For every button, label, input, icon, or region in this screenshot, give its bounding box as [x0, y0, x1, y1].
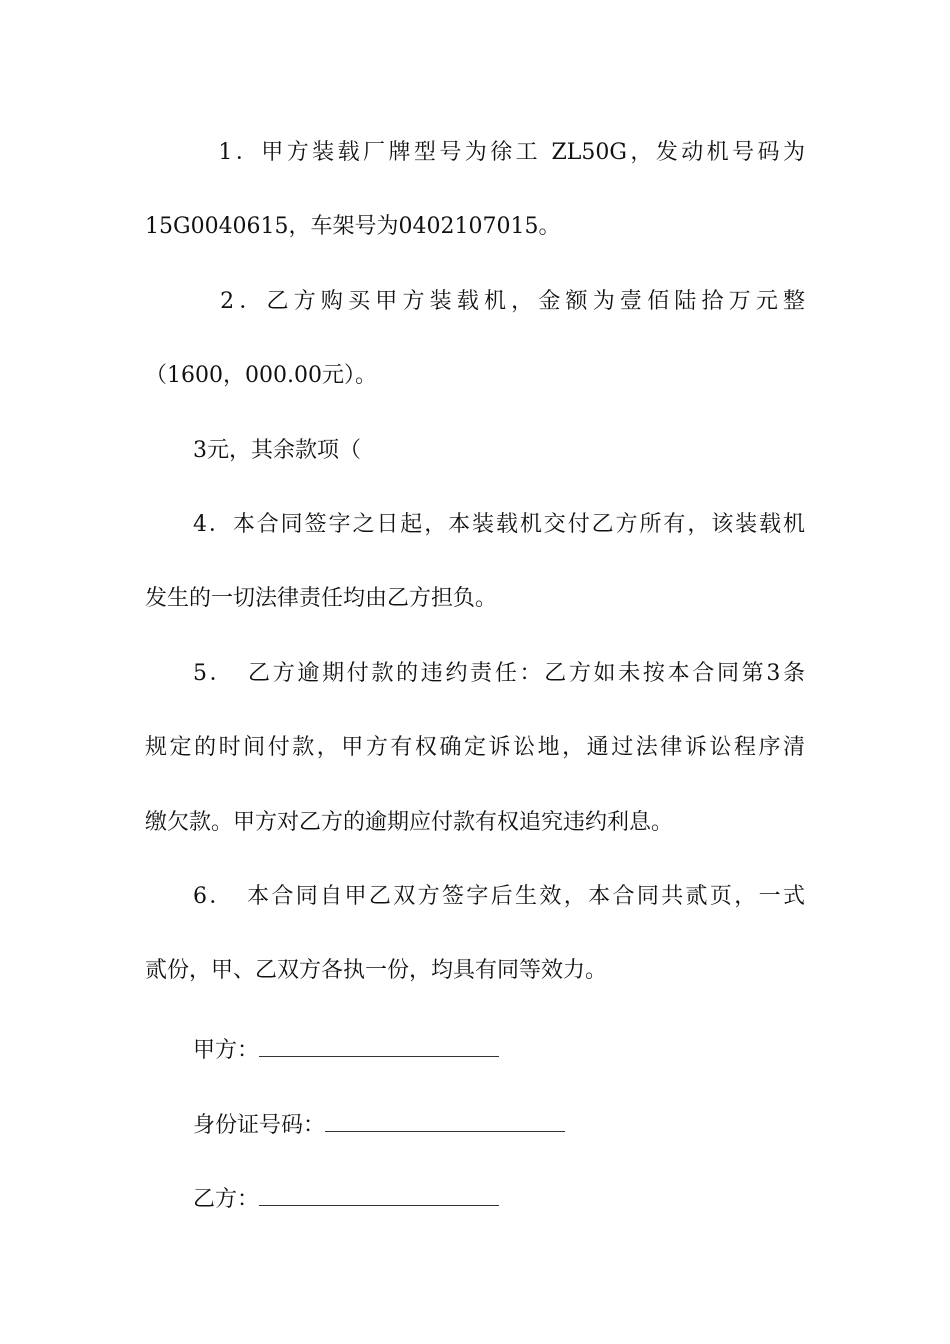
party-a-label: 甲方： [193, 1038, 260, 1063]
clause-4-line-1: 4．本合同签字之日起，本装载机交付乙方所有，该装载机 [193, 512, 805, 537]
id-number-blank[interactable] [325, 1109, 565, 1132]
party-a-signature-row [193, 1034, 499, 1066]
party-b-label: 乙方： [193, 1187, 260, 1212]
clause-3-line-1: 3元，其余款项（ [193, 438, 361, 463]
clause-2-line-1: 2．乙方购买甲方装载机，金额为壹佰陆拾万元整 [193, 289, 805, 314]
id-number-signature-row [193, 1109, 565, 1141]
clause-5-line-2: 规定的时间付款，甲方有权确定诉讼地，通过法律诉讼程序清 [145, 735, 805, 760]
clause-5-line-3: 缴欠款。甲方对乙方的逾期应付款有权追究违约利息。 [145, 810, 674, 835]
party-b-signature-row [193, 1183, 499, 1215]
clause-4-line-2: 发生的一切法律责任均由乙方担负。 [145, 586, 498, 611]
clause-2-line-2: （1600，000.00元）。 [145, 363, 377, 388]
clause-6-line-1: 6． 本合同自甲乙双方签字后生效，本合同共贰页，一式 [193, 884, 805, 909]
clause-6-line-2: 贰份，甲、乙双方各执一份，均具有同等效力。 [145, 958, 608, 983]
id-number-label: 身份证号码： [193, 1113, 326, 1138]
clause-1-line-1: 1．甲方装载厂牌型号为徐工 ZL50G，发动机号码为 [193, 140, 805, 165]
clause-5-line-1: 5． 乙方逾期付款的违约责任：乙方如未按本合同第3条 [193, 661, 805, 686]
party-a-blank[interactable] [259, 1034, 499, 1057]
clause-1-line-2: 15G0040615，车架号为0402107015。 [145, 214, 561, 239]
party-b-blank[interactable] [259, 1183, 499, 1206]
